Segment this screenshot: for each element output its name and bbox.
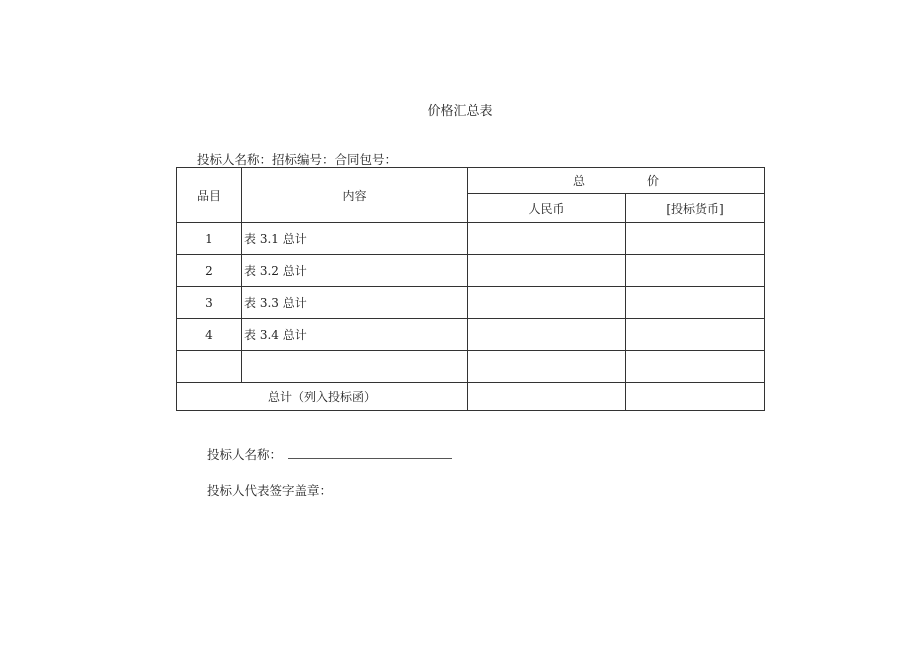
cell-rmb [468, 351, 626, 383]
cell-item: 2 [177, 255, 242, 287]
cell-rmb [468, 223, 626, 255]
cell-item: 4 [177, 319, 242, 351]
table-row [177, 319, 765, 351]
tender-number-label: 招标编号： [272, 152, 335, 167]
header-total-part1: 总 [572, 174, 585, 188]
header-total-part2: 价 [647, 174, 660, 188]
total-label: 总计（列入投标函） [177, 383, 468, 411]
header-total-price [468, 168, 765, 194]
contract-package-label: 合同包号： [334, 152, 398, 167]
cell-item: 1 [177, 223, 242, 255]
cell-bid-currency [626, 351, 765, 383]
header-content: 内容 [242, 168, 468, 223]
table-row [177, 223, 765, 255]
table-row [177, 351, 765, 383]
table-row [177, 287, 765, 319]
signature-label: 投标人代表签字盖章： [207, 483, 333, 498]
table-row [177, 255, 765, 287]
page-title: 价格汇总表 [427, 104, 493, 119]
bidder-name-blank [288, 448, 452, 459]
cell-item [177, 351, 242, 383]
header-rmb: 人民币 [468, 194, 626, 223]
cell-rmb [468, 255, 626, 287]
bidder-name-label: 投标人名称： [197, 152, 273, 167]
header-item: 品目 [177, 168, 242, 223]
header-info [197, 150, 397, 168]
cell-content [242, 351, 468, 383]
cell-content: 表 3.2 总计 [242, 255, 468, 287]
total-rmb [468, 383, 626, 411]
cell-content: 表 3.3 总计 [242, 287, 468, 319]
cell-bid-currency [626, 255, 765, 287]
cell-item: 3 [177, 287, 242, 319]
cell-content: 表 3.1 总计 [242, 223, 468, 255]
cell-rmb [468, 319, 626, 351]
footer-bidder-name [207, 445, 452, 463]
price-summary-table [176, 167, 765, 411]
header-bid-currency: [投标货币] [626, 194, 765, 223]
total-bid-currency [626, 383, 765, 411]
cell-bid-currency [626, 319, 765, 351]
cell-bid-currency [626, 223, 765, 255]
footer-bidder-name-label: 投标人名称： [207, 447, 283, 462]
total-row [177, 383, 765, 411]
cell-bid-currency [626, 287, 765, 319]
cell-rmb [468, 287, 626, 319]
footer-signature [207, 481, 332, 499]
cell-content: 表 3.4 总计 [242, 319, 468, 351]
